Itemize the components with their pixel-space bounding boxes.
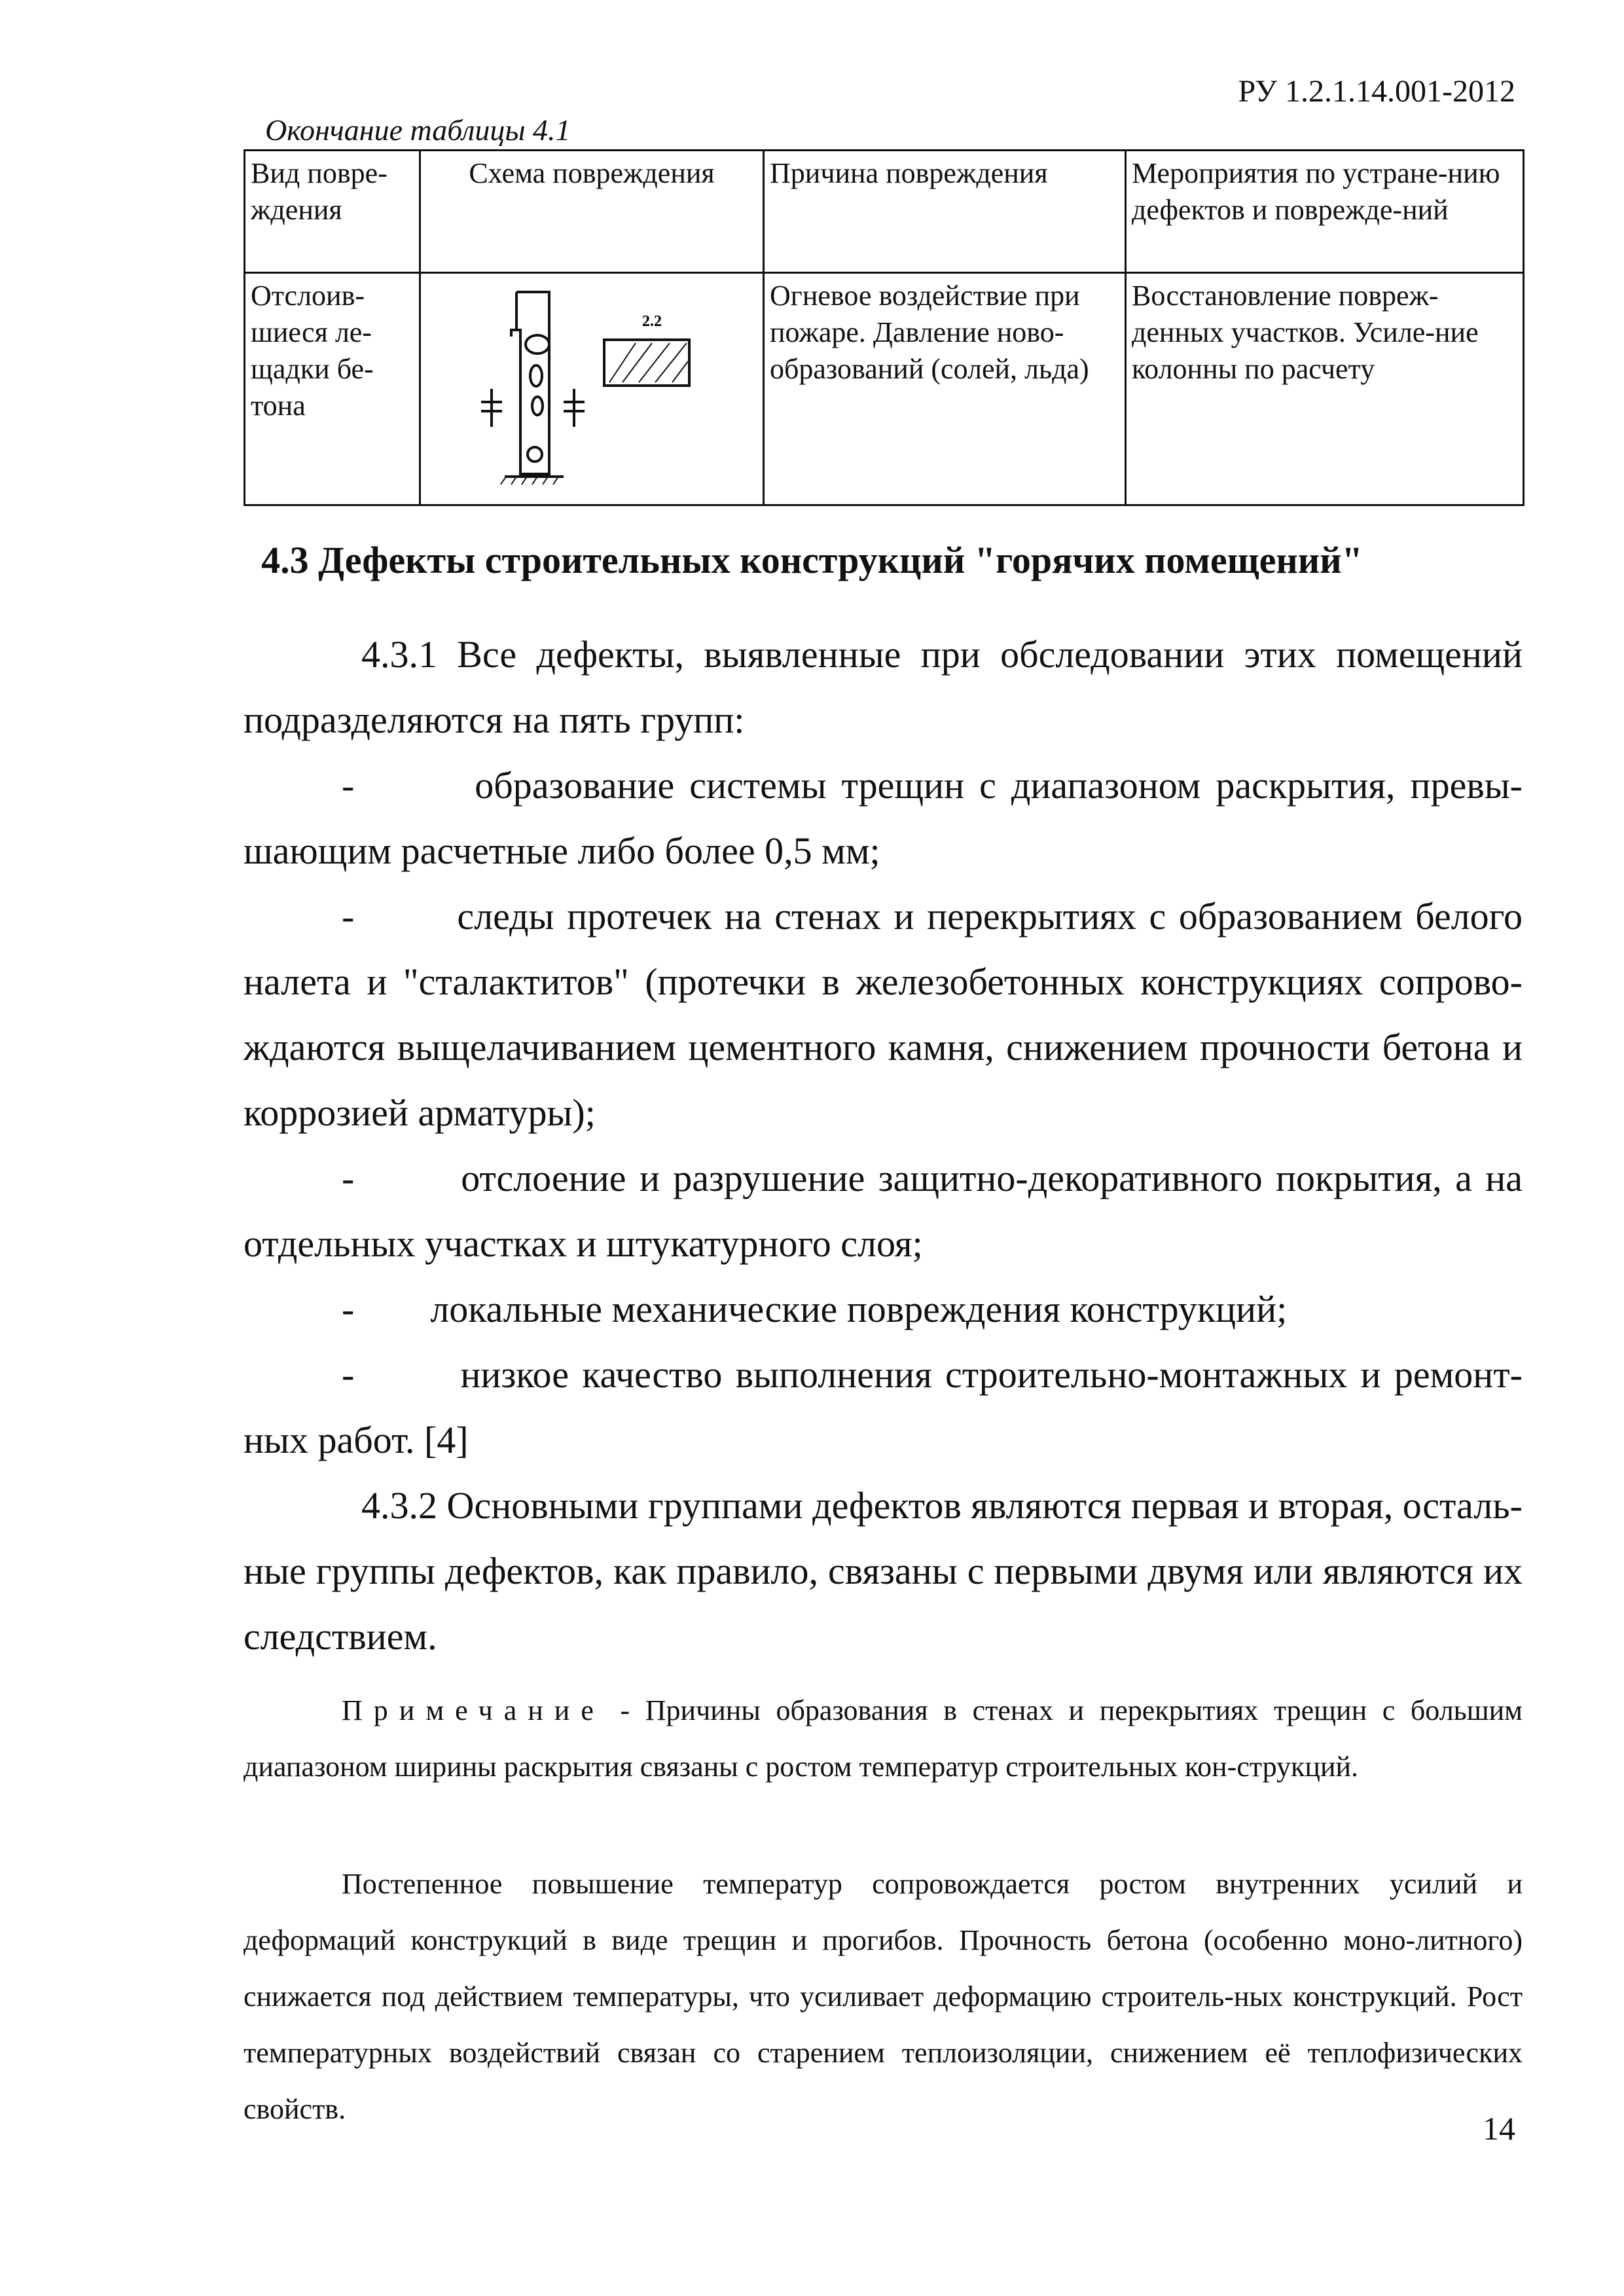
spall-mark xyxy=(526,335,549,354)
list-item: - образование системы трещин с диапазоном раскрытия, превы-шающим расчетные либо более 0,5 мм; xyxy=(244,764,1523,872)
note-paragraph xyxy=(244,1683,1523,1795)
page-number: 14 xyxy=(1483,2110,1515,2147)
cell-damage-scheme xyxy=(420,273,764,505)
paragraph-temperature: Постепенное повышение температур сопровождается ростом внутренних усилий и деформаций конструкций в виде трещин и прогибов. Прочность бетона (особенно моно-литного) снижается под действием температуры, что усиливает деформацию строитель-ных конструкций. Рост температурных воздействий связан со старением теплоизоляции, снижением её теплофизических свойств. xyxy=(244,1868,1523,2125)
section-mark-right xyxy=(564,389,585,427)
table-row xyxy=(245,273,1524,505)
document-code: РУ 1.2.1.14.001-2012 xyxy=(1238,74,1515,109)
note-text: - Причины образования в стенах и перекрытиях трещин с большим диапазоном ширины раскрытия связаны с ростом температур строительных кон-струкций. xyxy=(244,1694,1523,1783)
paragraph-4-3-1: 4.3.1 Все дефекты, выявленные при обследовании этих помещений подразделяются на пять групп: xyxy=(244,633,1523,741)
table-header-row xyxy=(245,151,1524,273)
header-cell-type: Вид повре-ждения xyxy=(245,151,420,273)
cell-damage-cause: Огневое воздействие при пожаре. Давление ново-образований (солей, льда) xyxy=(764,273,1126,505)
header-cell-scheme: Схема повреждения xyxy=(420,151,764,273)
spall-mark xyxy=(530,365,542,386)
section-heading: 4.3 Дефекты строительных конструкций "горячих помещений" xyxy=(261,539,1363,581)
spall-mark xyxy=(528,447,542,462)
paragraph-4-3-2: 4.3.2 Основными группами дефектов являются первая и вторая, осталь-ные группы дефектов, как правило, связаны с первыми двумя или являются их следствием. xyxy=(244,1484,1523,1658)
cell-remedial-measures: Восстановление повреж-денных участков. Усиле-ние колонны по расчету xyxy=(1126,273,1524,505)
damage-table xyxy=(244,149,1525,506)
list-item: - локальные механические повреждения конструкций; xyxy=(342,1288,1288,1330)
header-cell-measures: Мероприятия по устране-нию дефектов и поврежде-ний xyxy=(1126,151,1524,273)
scheme-label: 2.2 xyxy=(642,313,662,330)
cell-damage-type: Отслоив-шиеся ле-щадки бе-тона xyxy=(245,273,420,505)
list-item: - следы протечек на стенах и перекрытиях с образованием белого налета и "сталактитов" (протечки в железобетонных конструкциях сопрово-ждаются выщелачиванием цементного камня, снижением прочности бетона и коррозией арматуры); xyxy=(244,895,1523,1134)
note-label: Примечание xyxy=(342,1694,605,1726)
list-item: - низкое качество выполнения строительно-монтажных и ремонт-ных работ. [4] xyxy=(244,1353,1523,1461)
damage-scheme-drawing xyxy=(426,278,757,487)
section-mark-left xyxy=(481,389,502,427)
header-cell-cause: Причина повреждения xyxy=(764,151,1126,273)
list-item: - отслоение и разрушение защитно-декоративного покрытия, а на отдельных участках и штукатурного слоя; xyxy=(244,1157,1523,1265)
section-view xyxy=(604,340,689,386)
spall-mark xyxy=(532,397,543,415)
table-caption: Окончание таблицы 4.1 xyxy=(265,113,571,147)
